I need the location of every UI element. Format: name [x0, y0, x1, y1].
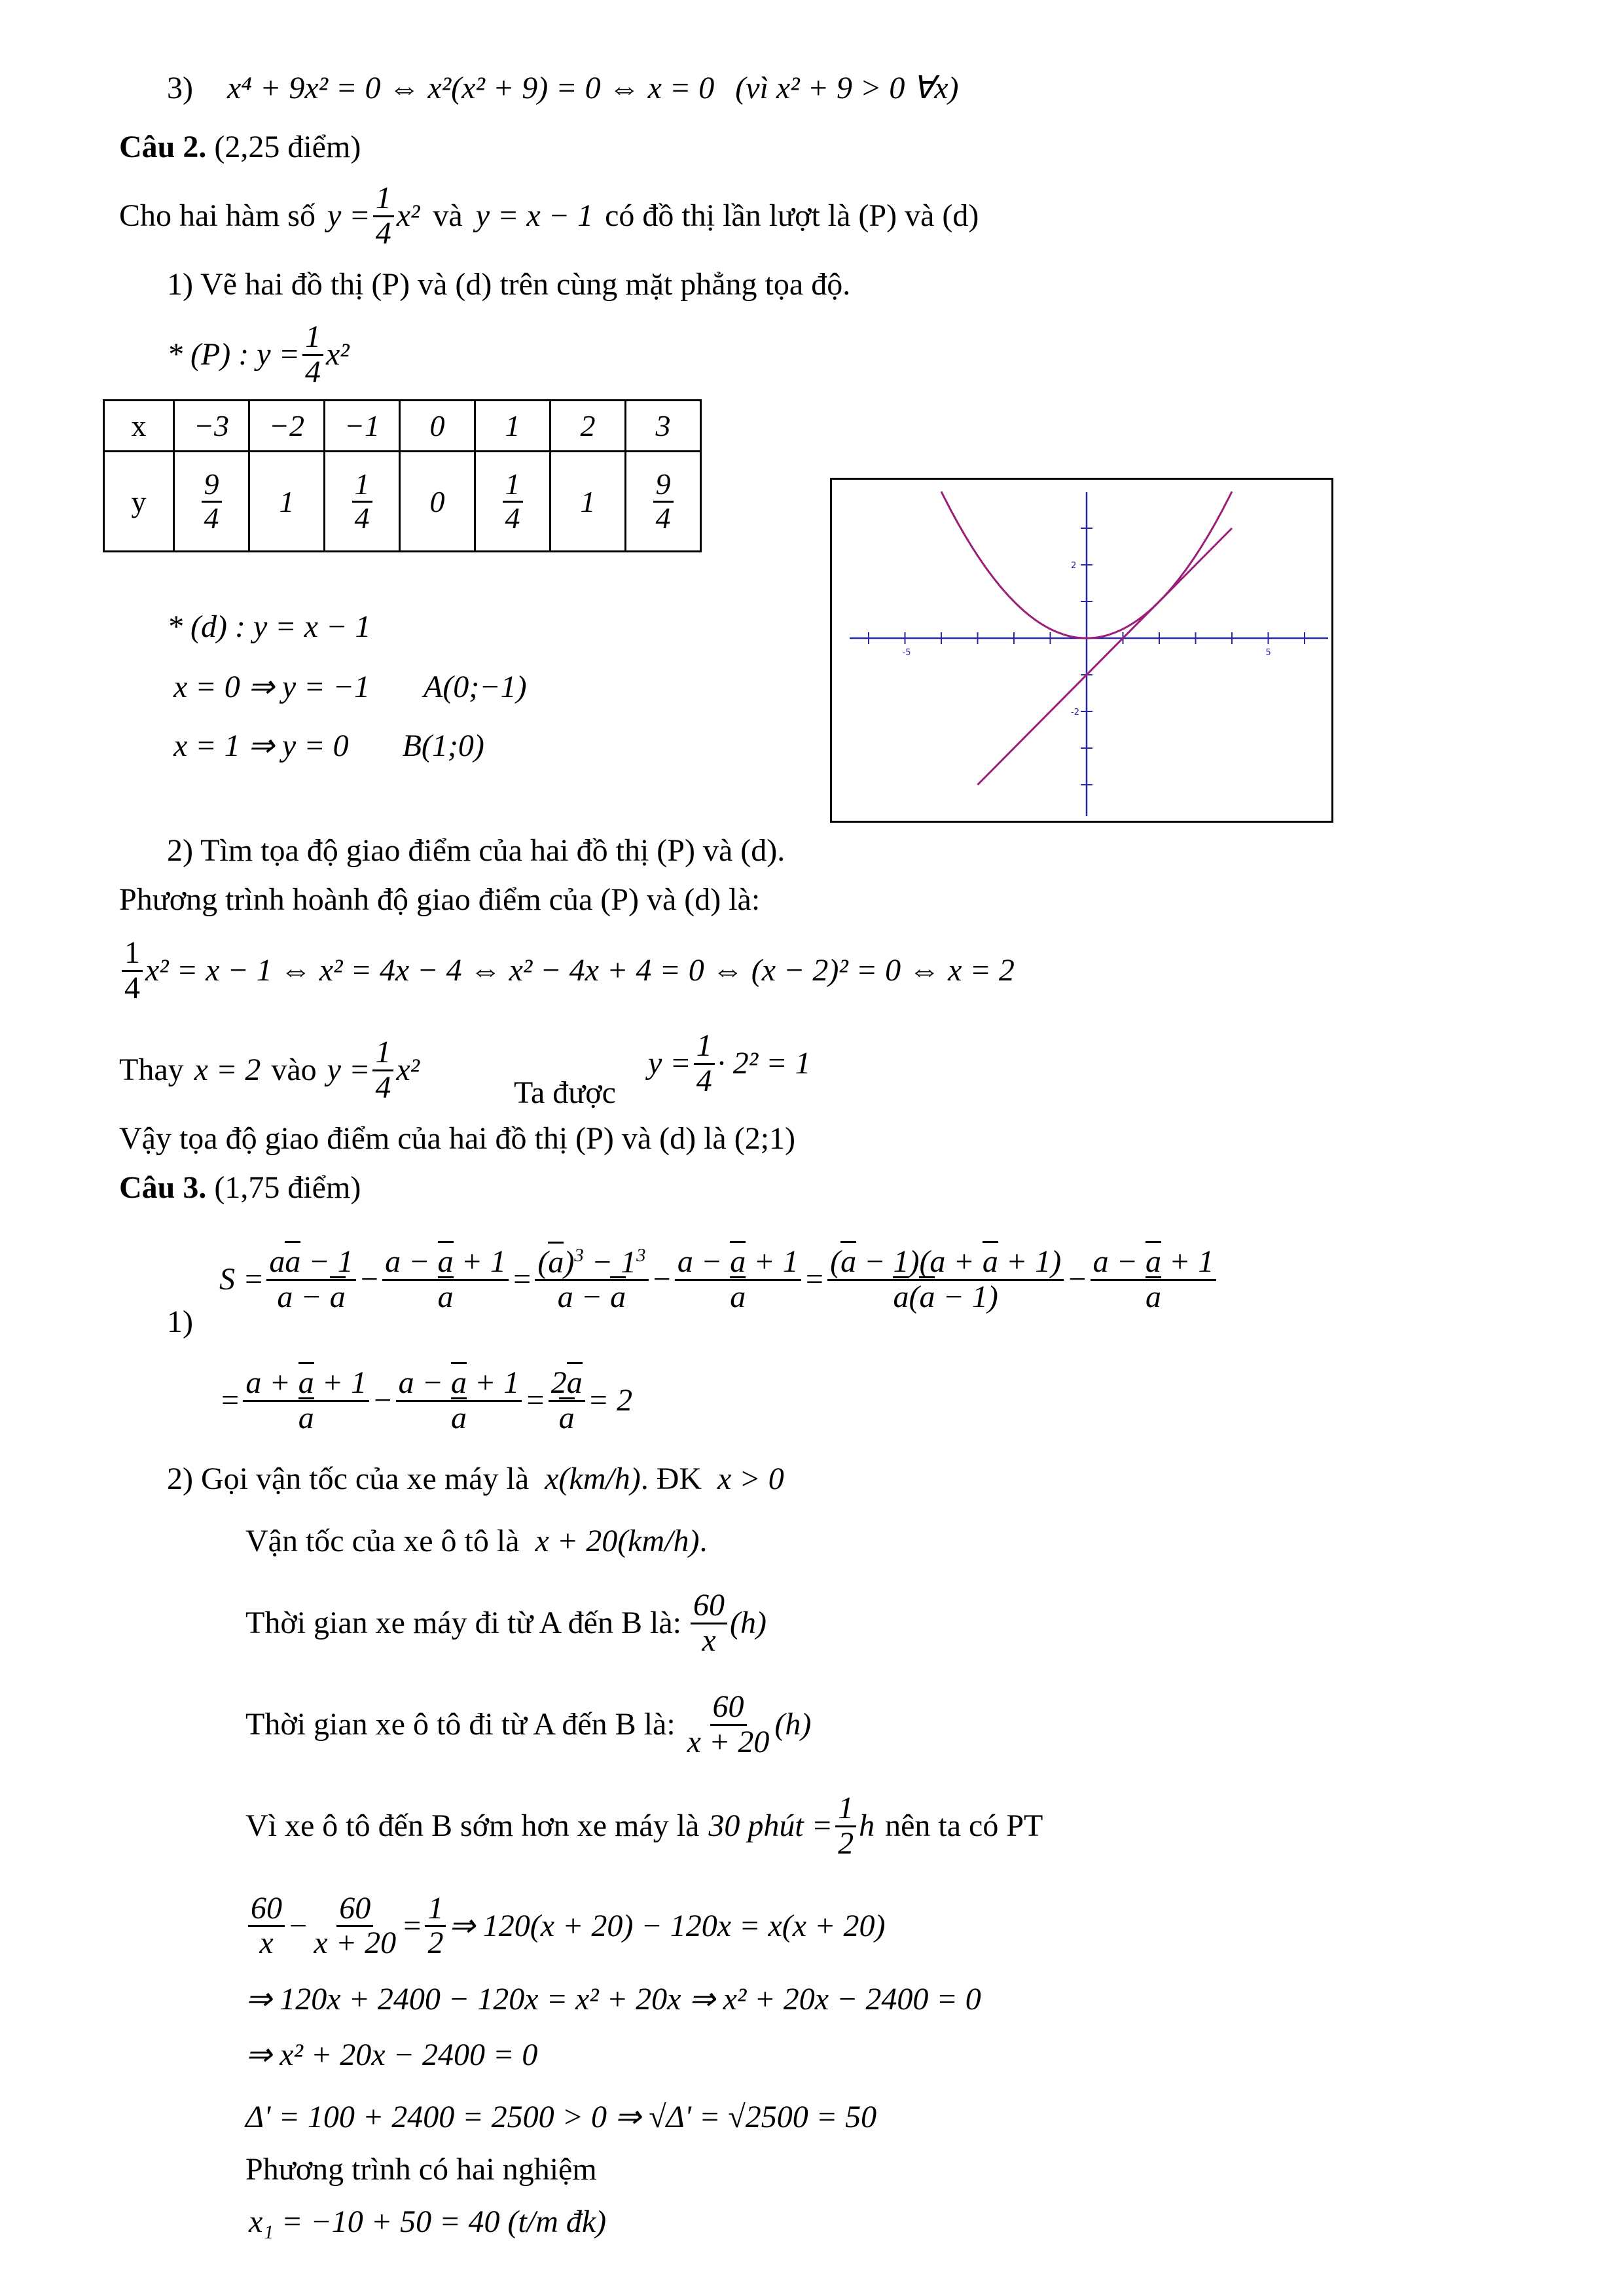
cau3-title: Câu 3. — [119, 1170, 207, 1205]
cau2-intro-text-b: có đồ thị lần lượt là (P) và (d) — [605, 198, 979, 233]
cau3-part1-label: 1) — [167, 1304, 193, 1339]
table-cell-x: −2 — [249, 401, 325, 452]
part2-condition: x > 0 — [717, 1462, 784, 1496]
d-row1-expr: x = 0 ⇒ y = −1 — [173, 670, 370, 704]
cau2-p-definition — [167, 315, 350, 394]
cau2-intro-eq2: y = x − 1 — [475, 198, 594, 233]
since-line: Vì xe ô tô đến B sớm hơn xe máy là 30 phút = $\frac{1}{2}$ h nên ta có PT — [245, 1791, 1043, 1861]
eq3-line: ⇒ x² + 20x − 2400 = 0 — [245, 2037, 538, 2072]
fraction-denominator: 4 — [696, 1063, 712, 1098]
table-cell-y — [325, 452, 400, 552]
cau2-intro-eq1: y = — [327, 198, 370, 233]
eq1-line: $\frac{60}{x}$ − $\frac{60}{x + 20}$ = $\frac{1}{2}$ ⇒ 120(x + 20) − 120x = x(x + 20) — [245, 1878, 885, 1973]
equation-chain — [119, 928, 1015, 1013]
cau2-intro — [119, 177, 979, 255]
q1-part3-expression: x⁴ + 9x² = 0 ⇔ x²(x² + 9) = 0 ⇔ x = 0 — [226, 71, 715, 105]
v-oto-value: x + 20(km/h) — [535, 1524, 700, 1558]
fraction-denominator: 4 — [655, 501, 671, 535]
thay-a: Thay — [119, 1052, 184, 1087]
table-cell-x: −1 — [325, 401, 400, 452]
v-oto-text: Vận tốc của xe ô tô là — [245, 1524, 520, 1558]
fraction-numerator: 1 — [372, 1036, 393, 1071]
cau2-heading — [119, 128, 361, 167]
cau2-intro-text-a: Cho hai hàm số — [119, 198, 316, 233]
t-xemay-text: Thời gian xe máy đi từ A đến B là: — [245, 1605, 681, 1640]
ta-duoc: Ta được — [514, 1075, 616, 1110]
table-cell-x: 3 — [626, 401, 701, 452]
fraction-denominator: 4 — [505, 501, 520, 535]
eq-fraction — [122, 937, 143, 1005]
q1-part3-label: 3) — [167, 71, 193, 105]
q1-part3-line — [167, 69, 959, 108]
fraction-denominator: 4 — [375, 1069, 391, 1105]
eq2-line: ⇒ 120x + 2400 − 120x = x² + 20x ⇒ x² + 20x − 2400 = 0 — [245, 1982, 981, 2017]
thay-b: vào — [271, 1052, 317, 1087]
fraction-numerator: 9 — [202, 469, 222, 502]
cau2-part1: 1) Vẽ hai đồ thị (P) và (d) trên cùng mặt phẳng tọa độ. — [167, 267, 851, 302]
thay-y: y = — [327, 1052, 370, 1087]
pt-hoanh-do: Phương trình hoành độ giao điểm của (P) và (d) là: — [119, 882, 761, 917]
table-row-y — [104, 452, 701, 552]
table-cell-y: 1 — [249, 452, 325, 552]
function-graph — [830, 478, 1333, 823]
table-cell-y — [626, 452, 701, 552]
result-expr: · 2² = 1 — [717, 1046, 811, 1081]
t-oto-line: Thời gian xe ô tô đi từ A đến B là: $\frac{60}{x + 20}$ (h) — [245, 1689, 812, 1759]
part2-intro-var: x(km/h) — [545, 1462, 641, 1496]
delta-line: Δ' = 100 + 2400 = 2500 > 0 ⇒ √Δ' = √2500 = 50 — [245, 2100, 877, 2134]
table-cell-y: 1 — [550, 452, 626, 552]
table-cell-x: 1 — [475, 401, 550, 452]
thay-line — [119, 1028, 420, 1113]
fraction-numerator: 1 — [694, 1030, 715, 1064]
eq1-rhs: ⇒ 120(x + 20) − 120x = x(x + 20) — [448, 1908, 886, 1943]
table-cell-x: 0 — [400, 401, 475, 452]
y-tick-label: -2 — [1071, 708, 1079, 717]
thay-result — [648, 1021, 810, 1106]
two-roots: Phương trình có hai nghiệm — [245, 2152, 597, 2187]
part2-intro-a: 2) Gọi vận tốc của xe máy là — [167, 1462, 530, 1496]
fraction-denominator: 4 — [304, 354, 321, 389]
since-value: 30 phút = — [708, 1808, 833, 1843]
thay-fraction — [372, 1036, 393, 1104]
p-label: * (P) : y = — [167, 337, 300, 372]
cau3-heading — [119, 1168, 361, 1208]
table-row-x — [104, 401, 701, 452]
since-text-a: Vì xe ô tô đến B sớm hơn xe máy là — [245, 1808, 700, 1843]
result-y: y = — [648, 1046, 691, 1081]
cau2-conclusion: Vậy tọa độ giao điểm của hai đồ thị (P) và (d) là (2;1) — [119, 1121, 796, 1156]
s-expression-line1: S = $\frac{aa - 1}{a - a}$ − $\frac{a - a + 1}{a}$ = $\frac{(a)^3 - 1^3}{a - a}$ − $\frac{a - a + 1}{a}$ = $\frac{(a - 1)(a + a + 1)}{a(a - 1)}$ − $\frac{a - a + 1}{a}$ — [219, 1230, 1219, 1329]
table-header-y: y — [104, 452, 174, 552]
t-xemay-line: Thời gian xe máy đi từ A đến B là: $\frac{60}{x}$ (h) — [245, 1588, 767, 1658]
eq-chain-text: x² = x − 1 ⇔ x² = 4x − 4 ⇔ x² − 4x + 4 = 0 ⇔ (x − 2)² = 0 ⇔ x = 2 — [145, 953, 1015, 988]
cau2-part2: 2) Tìm tọa độ giao điểm của hai đồ thị (P) và (d). — [167, 833, 785, 868]
fraction-numerator: 1 — [122, 937, 143, 971]
cau3-part2-intro — [167, 1460, 784, 1499]
result-fraction — [694, 1030, 715, 1098]
cau3-points: (1,75 điểm) — [214, 1170, 361, 1205]
fraction-numerator: 9 — [653, 469, 674, 502]
table-cell-y: 0 — [400, 452, 475, 552]
cau2-points: (2,25 điểm) — [214, 130, 361, 164]
point-b: B(1;0) — [402, 728, 484, 763]
p-fraction — [302, 321, 323, 389]
table-cell-y — [475, 452, 550, 552]
cau2-title: Câu 2. — [119, 130, 207, 164]
d-row2 — [173, 726, 484, 766]
fraction-denominator: 4 — [204, 501, 219, 535]
fraction-numerator: 1 — [352, 469, 372, 502]
d-row2-expr: x = 1 ⇒ y = 0 — [173, 728, 349, 763]
since-text-b: nên ta có PT — [885, 1808, 1043, 1843]
thay-x2: x² — [396, 1052, 420, 1087]
y-tick-label: 2 — [1071, 561, 1077, 571]
cau2-intro-fraction — [373, 182, 394, 250]
cau2-intro-x2: x² — [396, 198, 420, 233]
point-a: A(0;−1) — [424, 670, 527, 704]
fraction-numerator: 1 — [503, 469, 523, 502]
fraction-denominator: 4 — [375, 215, 391, 251]
table-cell-x: −3 — [174, 401, 249, 452]
part2-intro-b: . ĐK — [640, 1462, 702, 1496]
table-cell-y — [174, 452, 249, 552]
x-tick-label: -5 — [902, 648, 911, 658]
root1: x₁ = −10 + 50 = 40 (t/m đk) — [249, 2204, 607, 2239]
s-expression-line2: = $\frac{a + a + 1}{a}$ − $\frac{a - a + 1}{a}$ = $\frac{2a}{a}$ = 2 — [219, 1355, 632, 1446]
thay-x: x = 2 — [194, 1052, 261, 1087]
t-oto-text: Thời gian xe ô tô đi từ A đến B là: — [245, 1707, 676, 1742]
table-header-x: x — [104, 401, 174, 452]
fraction-denominator: 4 — [354, 501, 370, 535]
q1-part3-note: (vì x² + 9 > 0 ∀x) — [735, 71, 959, 105]
d-definition: * (d) : y = x − 1 — [167, 609, 371, 644]
p-x2: x² — [325, 337, 350, 372]
x-tick-label: 5 — [1265, 648, 1271, 658]
value-table — [103, 399, 702, 552]
d-row1 — [173, 668, 527, 707]
fraction-numerator: 1 — [302, 321, 323, 355]
cau2-intro-and: và — [433, 198, 463, 233]
fraction-denominator: 4 — [124, 970, 140, 1005]
table-cell-x: 2 — [550, 401, 626, 452]
fraction-numerator: 1 — [373, 182, 394, 217]
v-oto-line: Vận tốc của xe ô tô là x + 20(km/h). — [245, 1524, 708, 1558]
